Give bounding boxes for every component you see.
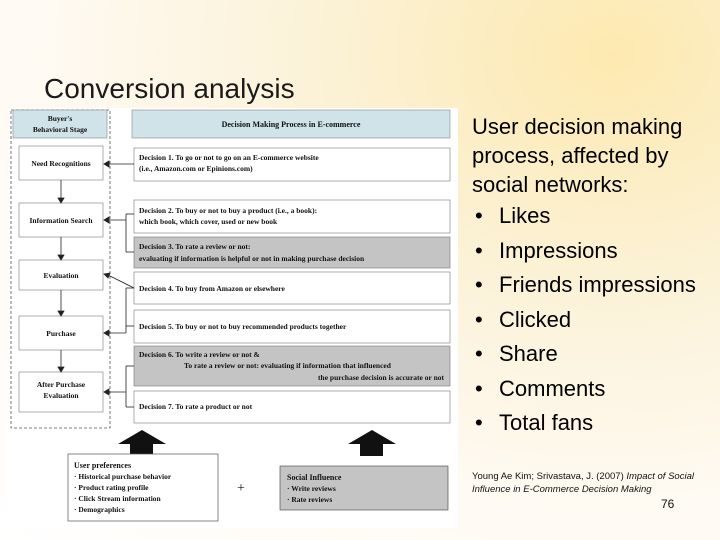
bullet-text: Comments	[499, 375, 606, 401]
social-influence-title: Social Influence	[287, 473, 342, 482]
bullet-list	[472, 201, 712, 437]
intro-text: User decision making process, affected by social networks:	[472, 114, 683, 197]
big-up-arrow-right-icon	[348, 430, 396, 456]
decision-6-line1: Decision 6. To write a review or not &	[139, 350, 260, 359]
bullet-dot-icon: •	[475, 410, 483, 435]
user-preferences-item-4: · Demographics	[74, 505, 125, 514]
bullet-dot-icon: •	[475, 272, 483, 297]
bullet-item	[472, 408, 712, 437]
bullet-text: Clicked	[499, 306, 572, 332]
big-up-arrow-left-icon	[118, 430, 166, 456]
bullet-item	[472, 236, 712, 265]
buyer-stage-header-line2: Behavioral Stage	[32, 125, 88, 134]
arrow-left-icon	[104, 389, 109, 395]
decision-2-line2: which book, which cover, used or new book	[139, 217, 278, 226]
stage-purchase: Purchase	[46, 329, 76, 338]
decision-3-line1: Decision 3. To rate a review or not:	[139, 242, 251, 251]
arrow-down-icon	[58, 255, 64, 260]
bullet-text: Share	[499, 341, 558, 366]
arrow-down-icon	[58, 198, 64, 203]
arrow-left-icon	[104, 330, 109, 336]
bullet-column	[472, 112, 712, 443]
bullet-text: Impressions	[499, 237, 618, 263]
buyer-stage-header-line1: Buyer's	[47, 114, 73, 123]
bullet-item	[472, 339, 712, 368]
stage-after-purchase-line2: Evaluation	[43, 391, 79, 400]
bullet-item	[472, 305, 712, 334]
social-influence-item-2: · Rate reviews	[287, 495, 333, 504]
user-preferences-item-1: · Historical purchase behavior	[74, 472, 172, 481]
user-preferences-item-2: · Product rating profile	[74, 483, 149, 492]
arrow-left-icon	[104, 161, 109, 167]
decision-3-line2: evaluating if information is helpful or not in making purchase decision	[139, 254, 365, 263]
decision-7-line1: Decision 7. To rate a product or not	[139, 402, 253, 411]
decision-6-line2: To rate a review or not: evaluating if information that influenced	[184, 361, 391, 370]
decision-1-line1: Decision 1. To go or not to go on an E-commerce website	[139, 153, 319, 162]
bullet-text: Friends impressions	[499, 272, 696, 297]
social-influence-item-1: · Write reviews	[287, 484, 336, 493]
page-number: 76	[661, 497, 675, 511]
stage-information-search: Information Search	[29, 216, 93, 225]
bullet-item	[472, 201, 712, 230]
bullet-item	[472, 374, 712, 403]
arrow-down-icon	[58, 311, 64, 316]
decisions	[134, 148, 450, 423]
decision-arrows	[104, 161, 134, 407]
user-preferences-title: User preferences	[74, 461, 132, 470]
decision-1-line2: (i.e., Amazon.com or Epinions.com)	[139, 164, 253, 173]
decision-6-line3: the purchase decision is accurate or not	[318, 373, 444, 382]
stage-need-recognition: Need Recognitions	[31, 159, 91, 168]
stage-after-purchase-line1: After Purchase	[36, 380, 86, 389]
decision-2-line1: Decision 2. To buy or not to buy a product (i.e., a book):	[139, 206, 318, 215]
reference-authors: Young Ae Kim; Srivastava, J. (2007)	[472, 471, 627, 482]
reference-title: Impact of Social Influence in E-Commerce Decision Making	[472, 471, 694, 495]
arrow-left-icon	[104, 273, 110, 278]
user-preferences-item-3: · Click Stream information	[74, 494, 161, 503]
bullet-text: Total fans	[499, 410, 594, 435]
reference-citation	[472, 470, 717, 496]
plus-sign: +	[237, 481, 245, 496]
bullet-dot-icon: •	[475, 237, 483, 263]
decision-5-line1: Decision 5. To buy or not to buy recommended products together	[139, 322, 347, 331]
bullet-dot-icon: •	[475, 306, 483, 332]
stage-evaluation: Evaluation	[43, 271, 79, 280]
bullet-dot-icon: •	[475, 203, 483, 228]
decision-process-figure	[8, 108, 458, 528]
bullet-text: Likes	[499, 203, 551, 228]
decision-4-line1: Decision 4. To buy from Amazon or elsewhere	[139, 284, 285, 293]
arrow-down-icon	[58, 367, 64, 372]
decision-process-header-text: Decision Making Process in E-commerce	[221, 120, 361, 129]
decision-process-diagram	[8, 108, 458, 528]
bullet-dot-icon: •	[475, 341, 483, 366]
bullet-item	[472, 270, 712, 299]
arrow-left-icon	[104, 217, 109, 223]
bullet-dot-icon: •	[475, 375, 483, 401]
slide-title: Conversion analysis	[44, 73, 295, 104]
